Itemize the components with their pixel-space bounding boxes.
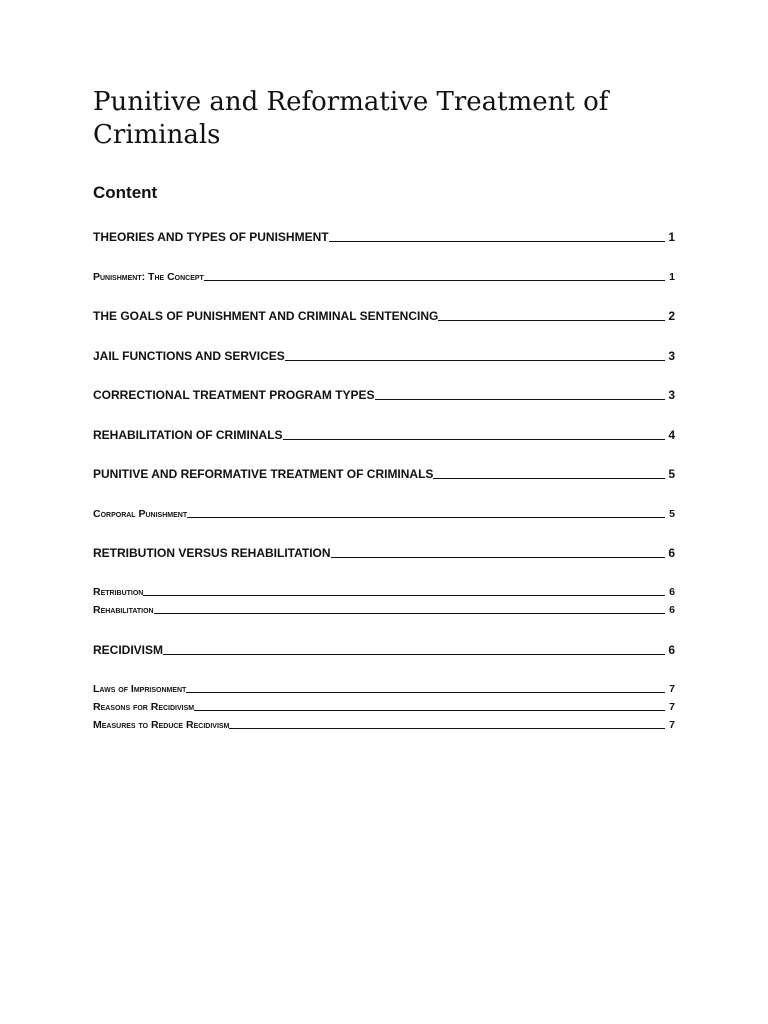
- toc-leader-line: [204, 280, 665, 281]
- toc-leader-line: [285, 360, 665, 361]
- toc-entry[interactable]: [93, 718, 675, 732]
- toc-page-number: 6: [668, 643, 675, 657]
- toc-page-number: 5: [669, 508, 675, 520]
- toc-leader-line: [433, 478, 665, 479]
- toc-entry-label: CORRECTIONAL TREATMENT PROGRAM TYPES: [93, 388, 375, 402]
- toc-entry-label: REHABILITATION OF CRIMINALS: [93, 428, 283, 442]
- toc-page-number: 2: [668, 309, 675, 323]
- toc-entry[interactable]: [93, 229, 675, 245]
- document-title: Punitive and Reformative Treatment of Criminals: [93, 87, 609, 150]
- toc-entry[interactable]: [93, 466, 675, 482]
- toc-entry-label: RECIDIVISM: [93, 643, 164, 657]
- toc-page-number: 7: [669, 719, 675, 731]
- toc-entry[interactable]: [93, 642, 675, 658]
- toc-page-number: 1: [669, 271, 675, 283]
- toc-entry-label: JAIL FUNCTIONS AND SERVICES: [93, 349, 285, 363]
- toc-leader-line: [163, 654, 665, 655]
- toc-page-number: 4: [668, 428, 675, 442]
- toc-leader-line: [186, 692, 665, 693]
- toc-entry[interactable]: [93, 348, 675, 364]
- toc-entry-label: THE GOALS OF PUNISHMENT AND CRIMINAL SENTENCING: [93, 309, 439, 323]
- toc-page-number: 1: [668, 230, 675, 244]
- toc-entry-label: PUNITIVE AND REFORMATIVE TREATMENT OF CRIMINALS: [93, 467, 434, 481]
- toc-leader-line: [331, 557, 665, 558]
- toc-leader-line: [229, 728, 665, 729]
- toc-leader-line: [154, 613, 665, 614]
- toc-entry-label: Rehabilitation: [93, 604, 154, 616]
- toc-entry-label: Laws of Imprisonment: [93, 683, 187, 695]
- toc-entry-label: Punishment: The Concept: [93, 271, 204, 283]
- toc-page-number: 7: [669, 701, 675, 713]
- toc-entry[interactable]: [93, 682, 675, 696]
- toc-leader-line: [283, 439, 665, 440]
- toc-entry[interactable]: [93, 270, 675, 284]
- toc-page-number: 6: [668, 546, 675, 560]
- toc-entry[interactable]: [93, 603, 675, 617]
- toc-entry-label: Corporal Punishment: [93, 508, 188, 520]
- toc-entry[interactable]: [93, 308, 675, 324]
- toc-page-number: 6: [669, 604, 675, 616]
- toc-leader-line: [329, 241, 665, 242]
- toc-leader-line: [194, 710, 665, 711]
- toc-entry-label: THEORIES AND TYPES OF PUNISHMENT: [93, 230, 329, 244]
- toc-leader-line: [375, 399, 665, 400]
- toc-entry[interactable]: [93, 545, 675, 561]
- toc-entry-label: Measures to Reduce Recidivism: [93, 719, 230, 731]
- toc-entry[interactable]: [93, 427, 675, 443]
- toc-entry[interactable]: [93, 507, 675, 521]
- toc-entry[interactable]: [93, 700, 675, 714]
- toc-page-number: 3: [668, 349, 675, 363]
- toc-page-number: 5: [668, 467, 675, 481]
- content-heading: Content: [93, 183, 158, 202]
- toc-leader-line: [438, 320, 665, 321]
- toc-page-number: 6: [669, 586, 675, 598]
- toc-entry-label: Reasons for Recidivism: [93, 701, 195, 713]
- toc-entry[interactable]: [93, 585, 675, 599]
- toc-leader-line: [187, 517, 665, 518]
- toc-entry-label: Retribution: [93, 586, 144, 598]
- toc-entry[interactable]: [93, 387, 675, 403]
- table-of-contents: [93, 0, 675, 1024]
- toc-page-number: 3: [668, 388, 675, 402]
- toc-leader-line: [143, 595, 665, 596]
- toc-entry-label: RETRIBUTION VERSUS REHABILITATION: [93, 546, 331, 560]
- toc-page-number: 7: [669, 683, 675, 695]
